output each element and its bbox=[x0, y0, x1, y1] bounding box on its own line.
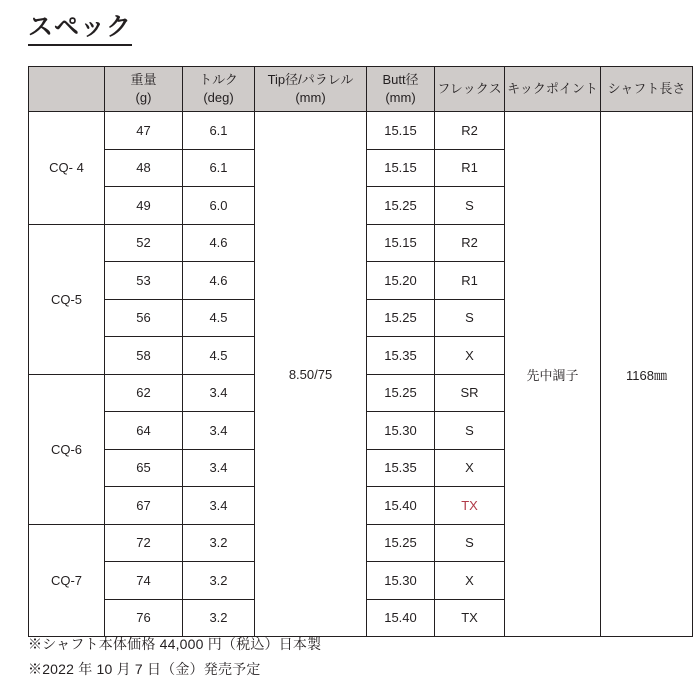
header-weight-line2: (g) bbox=[135, 90, 152, 105]
weight-cell: 74 bbox=[105, 562, 183, 600]
note-price: ※シャフト本体価格 44,000 円（税込）日本製 bbox=[28, 636, 322, 652]
torque-cell: 6.0 bbox=[183, 187, 255, 225]
weight-cell: 56 bbox=[105, 299, 183, 337]
note-release-date: ※2022 年 10 月 7 日（金）発売予定 bbox=[28, 660, 261, 677]
model-cell: CQ-7 bbox=[29, 524, 105, 637]
flex-cell: S bbox=[435, 187, 505, 225]
header-model bbox=[29, 67, 105, 112]
flex-cell: R2 bbox=[435, 112, 505, 150]
page-title: スペック bbox=[28, 12, 132, 46]
weight-cell: 53 bbox=[105, 262, 183, 300]
flex-cell: X bbox=[435, 449, 505, 487]
flex-cell: SR bbox=[435, 374, 505, 412]
flex-cell: TX bbox=[435, 599, 505, 637]
torque-cell: 4.6 bbox=[183, 224, 255, 262]
shaft-length-cell: 1168㎜ bbox=[601, 112, 693, 637]
kick-point-cell: 先中調子 bbox=[505, 112, 601, 637]
model-cell: CQ- 4 bbox=[29, 112, 105, 225]
torque-cell: 4.5 bbox=[183, 299, 255, 337]
torque-cell: 3.2 bbox=[183, 599, 255, 637]
butt-diameter-cell: 15.25 bbox=[367, 187, 435, 225]
torque-cell: 3.4 bbox=[183, 374, 255, 412]
weight-cell: 47 bbox=[105, 112, 183, 150]
butt-diameter-cell: 15.25 bbox=[367, 299, 435, 337]
weight-cell: 48 bbox=[105, 149, 183, 187]
table-header bbox=[29, 67, 693, 112]
header-tip-diameter bbox=[255, 67, 367, 112]
weight-cell: 76 bbox=[105, 599, 183, 637]
butt-diameter-cell: 15.25 bbox=[367, 374, 435, 412]
header-weight-line1: 重量 bbox=[130, 72, 157, 88]
header-tip-line2: (mm) bbox=[295, 90, 326, 105]
weight-cell: 58 bbox=[105, 337, 183, 375]
model-cell: CQ-5 bbox=[29, 224, 105, 374]
butt-diameter-cell: 15.30 bbox=[367, 562, 435, 600]
butt-diameter-cell: 15.15 bbox=[367, 149, 435, 187]
header-flex: フレックス bbox=[435, 67, 505, 112]
header-butt-diameter bbox=[367, 67, 435, 112]
table-body bbox=[29, 112, 693, 637]
header-tip-line1: Tip径/パラレル bbox=[267, 72, 354, 88]
tip-parallel-cell: 8.50/75 bbox=[255, 112, 367, 637]
weight-cell: 65 bbox=[105, 449, 183, 487]
torque-cell: 3.2 bbox=[183, 562, 255, 600]
header-torque bbox=[183, 67, 255, 112]
weight-cell: 49 bbox=[105, 187, 183, 225]
butt-diameter-cell: 15.40 bbox=[367, 599, 435, 637]
torque-cell: 4.6 bbox=[183, 262, 255, 300]
flex-cell: R2 bbox=[435, 224, 505, 262]
torque-cell: 3.4 bbox=[183, 449, 255, 487]
weight-cell: 62 bbox=[105, 374, 183, 412]
torque-cell: 6.1 bbox=[183, 149, 255, 187]
flex-cell: S bbox=[435, 524, 505, 562]
header-butt-line2: (mm) bbox=[385, 90, 416, 105]
flex-cell: X bbox=[435, 562, 505, 600]
header-kick-point: キックポイント bbox=[505, 67, 601, 112]
butt-diameter-cell: 15.30 bbox=[367, 412, 435, 450]
header-weight bbox=[105, 67, 183, 112]
spec-table bbox=[28, 66, 693, 637]
table-row bbox=[29, 112, 693, 150]
header-torque-line2: (deg) bbox=[203, 90, 234, 105]
flex-cell: X bbox=[435, 337, 505, 375]
model-cell: CQ-6 bbox=[29, 374, 105, 524]
flex-cell: R1 bbox=[435, 262, 505, 300]
header-butt-line1: Butt径 bbox=[382, 72, 419, 88]
butt-diameter-cell: 15.40 bbox=[367, 487, 435, 525]
flex-cell: S bbox=[435, 412, 505, 450]
butt-diameter-cell: 15.35 bbox=[367, 449, 435, 487]
torque-cell: 4.5 bbox=[183, 337, 255, 375]
butt-diameter-cell: 15.20 bbox=[367, 262, 435, 300]
table-header-row bbox=[29, 67, 693, 112]
torque-cell: 3.4 bbox=[183, 487, 255, 525]
butt-diameter-cell: 15.25 bbox=[367, 524, 435, 562]
flex-cell: TX bbox=[435, 487, 505, 525]
weight-cell: 52 bbox=[105, 224, 183, 262]
header-torque-line1: トルク bbox=[199, 72, 238, 88]
notes-block bbox=[28, 632, 321, 681]
butt-diameter-cell: 15.15 bbox=[367, 224, 435, 262]
torque-cell: 3.2 bbox=[183, 524, 255, 562]
header-shaft-length: シャフト長さ bbox=[601, 67, 693, 112]
weight-cell: 64 bbox=[105, 412, 183, 450]
butt-diameter-cell: 15.35 bbox=[367, 337, 435, 375]
weight-cell: 67 bbox=[105, 487, 183, 525]
weight-cell: 72 bbox=[105, 524, 183, 562]
flex-cell: S bbox=[435, 299, 505, 337]
butt-diameter-cell: 15.15 bbox=[367, 112, 435, 150]
torque-cell: 3.4 bbox=[183, 412, 255, 450]
torque-cell: 6.1 bbox=[183, 112, 255, 150]
flex-cell: R1 bbox=[435, 149, 505, 187]
